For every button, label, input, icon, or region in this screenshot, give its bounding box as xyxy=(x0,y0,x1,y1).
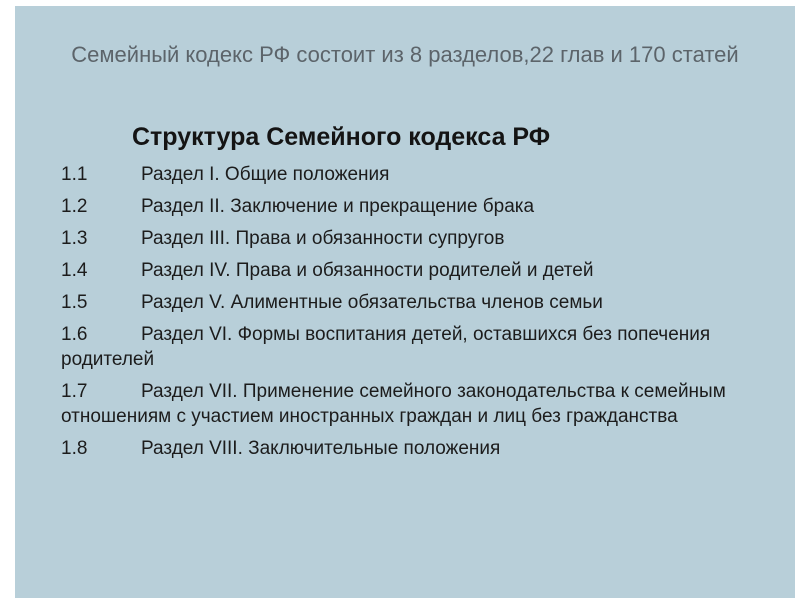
item-text: Раздел VIII. Заключительные положения xyxy=(141,438,501,459)
item-text: Раздел IV. Права и обязанности родителей и детей xyxy=(141,260,594,281)
item-text: Раздел II. Заключение и прекращение брака xyxy=(141,196,535,217)
item-number: 1.6 xyxy=(61,324,88,345)
item-number: 1.4 xyxy=(61,260,88,281)
list-item xyxy=(61,162,781,187)
item-number: 1.5 xyxy=(61,292,88,313)
item-number: 1.8 xyxy=(61,438,88,459)
item-text: Раздел III. Права и обязанности супругов xyxy=(141,228,505,249)
list-item xyxy=(61,258,781,283)
item-text: Раздел V. Алиментные обязательства членов семьи xyxy=(141,292,603,313)
item-text: Раздел I. Общие положения xyxy=(141,164,390,185)
item-number: 1.2 xyxy=(61,196,88,217)
item-number: 1.3 xyxy=(61,228,88,249)
list-item xyxy=(61,290,781,315)
item-number: 1.1 xyxy=(61,164,88,185)
slide xyxy=(15,6,795,598)
item-number: 1.7 xyxy=(61,381,88,402)
list-item xyxy=(61,194,781,219)
sections-list xyxy=(61,162,781,468)
slide-heading: Структура Семейного кодекса РФ xyxy=(132,123,551,151)
slide-subtitle: Семейный кодекс РФ состоит из 8 разделов,22 глав и 170 статей xyxy=(71,42,739,67)
item-text: Раздел VII. Применение семейного законодательства к семейным отношениям с участием иностранных граждан и лиц без гражданства xyxy=(61,381,726,427)
list-item xyxy=(61,322,781,372)
list-item xyxy=(61,379,781,429)
list-item xyxy=(61,436,781,461)
list-item xyxy=(61,226,781,251)
item-text: Раздел VI. Формы воспитания детей, оставшихся без попечения родителей xyxy=(61,324,711,370)
